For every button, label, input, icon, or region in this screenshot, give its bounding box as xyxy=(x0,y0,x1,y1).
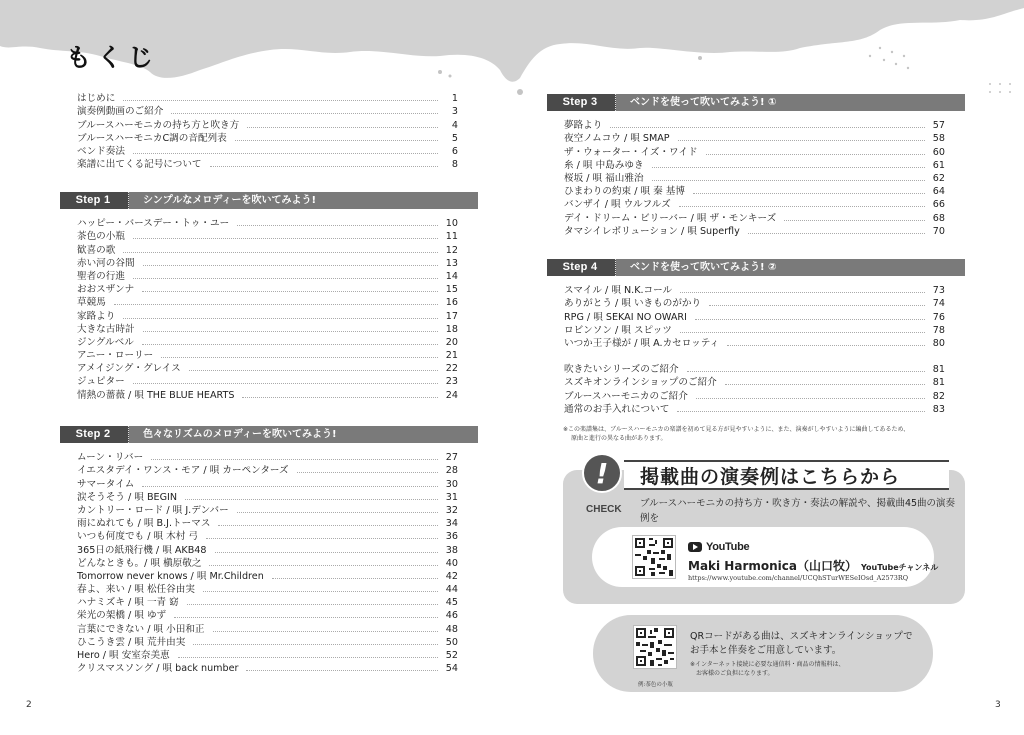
toc-entry[interactable]: 聖者の行進 14 xyxy=(77,270,458,282)
toc-entry[interactable]: ジュピター 23 xyxy=(77,376,458,388)
toc-entry[interactable]: 夜空ノムコウ / 唄 SMAP 58 xyxy=(564,133,945,145)
youtube-play-icon xyxy=(688,542,702,552)
toc-entry[interactable]: 通常のお手入れについて 83 xyxy=(564,403,945,415)
exclamation-icon: ! xyxy=(582,453,622,493)
check-label: CHECK xyxy=(586,504,622,515)
toc-entry[interactable]: どんなときも。/ 唄 槇原敬之 40 xyxy=(77,557,458,569)
toc-entry[interactable]: スマイル / 唄 N.K.コール 73 xyxy=(564,285,945,297)
check-description: ブルースハーモニカの持ち方・吹き方・奏法の解説や、掲載曲45曲の演奏例を xyxy=(640,498,956,524)
intro-section xyxy=(60,92,478,171)
toc-entry[interactable]: いつか王子様が / 唄 A.カセロッティ 80 xyxy=(564,337,945,349)
toc-entry[interactable]: ハナミズキ / 唄 一青 窈 45 xyxy=(77,597,458,609)
intro-list xyxy=(60,92,478,171)
toc-entry[interactable]: 演奏例動画のご紹介 3 xyxy=(77,106,458,118)
appendix-list xyxy=(547,363,965,416)
toc-entry[interactable]: はじめに 1 xyxy=(77,93,458,105)
check-title: 掲載曲の演奏例はこちらから xyxy=(640,466,901,488)
step-description: 色々なリズムのメロディーを吹いてみよう! xyxy=(129,426,478,443)
toc-entry[interactable]: 涙そうそう / 唄 BEGIN 31 xyxy=(77,491,458,503)
step-description: ベンドを使って吹いてみよう! ② xyxy=(616,259,965,276)
toc-entry[interactable]: 大きな古時計 18 xyxy=(77,323,458,335)
step1-header xyxy=(60,192,478,209)
toc-entry[interactable]: ハッピー・バースデー・トゥ・ユー 10 xyxy=(77,218,458,230)
toc-entry[interactable]: 雨にぬれても / 唄 B.J.トーマス 34 xyxy=(77,518,458,530)
toc-entry[interactable]: 家路より 17 xyxy=(77,310,458,322)
toc-entry[interactable]: ロビンソン / 唄 スピッツ 78 xyxy=(564,324,945,336)
step-label: Step 1 xyxy=(60,192,126,209)
step-description: シンプルなメロディーを吹いてみよう! xyxy=(129,192,478,209)
toc-entry[interactable]: 歓喜の歌 12 xyxy=(77,244,458,256)
toc-entry[interactable]: アニー・ローリー 21 xyxy=(77,350,458,362)
channel-name: Maki Harmonica（山口牧） YouTubeチャンネル xyxy=(688,559,939,573)
channel-url[interactable]: https://www.youtube.com/channel/UCQhSTurWESeIOsd_A2573RQ xyxy=(688,574,909,582)
toc-entry[interactable]: デイ・ドリーム・ビリーバー / 唄 ザ・モンキーズ 68 xyxy=(564,212,945,224)
toc-entry[interactable]: ブルースハーモニカの持ち方と吹き方 4 xyxy=(77,119,458,131)
toc-entry[interactable]: イエスタデイ・ワンス・モア / 唄 カーペンターズ 28 xyxy=(77,465,458,477)
step2-header xyxy=(60,426,478,443)
qr-info-text: QRコードがある曲は、スズキオンラインショップで お手本と伴奏をご用意しています。 xyxy=(690,631,913,656)
toc-entry[interactable]: クリスマスソング / 唄 back number 54 xyxy=(77,663,458,675)
step-label: Step 2 xyxy=(60,426,126,443)
toc-entry[interactable]: 夢路より 57 xyxy=(564,120,945,132)
step2-section xyxy=(60,426,478,675)
toc-entry[interactable]: いつも何度でも / 唄 木村 弓 36 xyxy=(77,531,458,543)
toc-entry[interactable]: 糸 / 唄 中島みゆき 61 xyxy=(564,159,945,171)
qr-info-footnote: ※インターネット接続に必要な通信料・商品の情報料は、 お客様のご負担になります。 xyxy=(690,661,845,677)
toc-entry[interactable]: 春よ、来い / 唄 松任谷由実 44 xyxy=(77,584,458,596)
youtube-qr-code[interactable] xyxy=(632,535,676,579)
step-description: ベンドを使って吹いてみよう! ① xyxy=(616,94,965,111)
step3-header xyxy=(547,94,965,111)
toc-entry[interactable]: 赤い河の谷間 13 xyxy=(77,257,458,269)
toc-entry[interactable]: ひまわりの約束 / 唄 秦 基博 64 xyxy=(564,186,945,198)
step1-section xyxy=(60,192,478,402)
toc-entry[interactable]: 楽譜に出てくる記号について 8 xyxy=(77,159,458,171)
youtube-logo: YouTube xyxy=(688,541,749,553)
page-number-right: 3 xyxy=(995,700,1001,710)
step4-header xyxy=(547,259,965,276)
toc-entry[interactable]: 草競馬 16 xyxy=(77,297,458,309)
step4-section xyxy=(547,259,965,416)
qr-caption: 例:茶色の小瓶 xyxy=(638,682,673,688)
toc-entry[interactable]: ジングルベル 20 xyxy=(77,336,458,348)
toc-entry[interactable]: カントリー・ロード / 唄 J.デンバー 32 xyxy=(77,504,458,516)
toc-entry[interactable]: 吹きたいシリーズのご紹介 81 xyxy=(564,364,945,376)
toc-entry[interactable]: 365日の紙飛行機 / 唄 AKB48 38 xyxy=(77,544,458,556)
toc-entry[interactable]: 桜坂 / 唄 福山雅治 62 xyxy=(564,172,945,184)
toc-entry[interactable]: 情熱の薔薇 / 唄 THE BLUE HEARTS 24 xyxy=(77,389,458,401)
step-label: Step 4 xyxy=(547,259,613,276)
toc-entry[interactable]: 茶色の小瓶 11 xyxy=(77,231,458,243)
page-title: もくじ xyxy=(66,43,160,72)
toc-entry[interactable]: ありがとう / 唄 いきものがかり 74 xyxy=(564,298,945,310)
toc-entry[interactable]: ひこうき雲 / 唄 荒井由実 50 xyxy=(77,636,458,648)
toc-entry[interactable]: バンザイ / 唄 ウルフルズ 66 xyxy=(564,199,945,211)
toc-entry[interactable]: 言葉にできない / 唄 小田和正 48 xyxy=(77,623,458,635)
toc-entry[interactable]: 栄光の架橋 / 唄 ゆず 46 xyxy=(77,610,458,622)
step-label: Step 3 xyxy=(547,94,613,111)
toc-entry[interactable]: タマシイレボリューション / 唄 Superfly 70 xyxy=(564,225,945,237)
toc-entry[interactable]: Tomorrow never knows / 唄 Mr.Children 42 xyxy=(77,570,458,582)
toc-entry[interactable]: ブルースハーモニカのご紹介 82 xyxy=(564,390,945,402)
step3-section xyxy=(547,94,965,238)
toc-entry[interactable]: スズキオンラインショップのご紹介 81 xyxy=(564,377,945,389)
toc-entry[interactable]: おおスザンナ 15 xyxy=(77,284,458,296)
toc-entry[interactable]: アメイジング・グレイス 22 xyxy=(77,363,458,375)
toc-entry[interactable]: RPG / 唄 SEKAI NO OWARI 76 xyxy=(564,311,945,323)
arrangement-note: ※この楽譜集は、ブルースハーモニカの楽譜を初めて見る方が見やすいように、また、演奏がしやすいように編曲してあるため、 原曲と進行の異なる曲があります。 xyxy=(563,426,910,442)
toc-entry[interactable]: サマータイム 30 xyxy=(77,478,458,490)
toc-entry[interactable]: ムーン・リバー 27 xyxy=(77,452,458,464)
toc-entry[interactable]: Hero / 唄 安室奈美恵 52 xyxy=(77,650,458,661)
toc-entry[interactable]: ベンド奏法 6 xyxy=(77,145,458,157)
toc-entry[interactable]: ザ・ウォーター・イズ・ワイド 60 xyxy=(564,146,945,158)
page-number-left: 2 xyxy=(26,700,32,710)
toc-entry[interactable]: ブルースハーモニカC調の音配列表 5 xyxy=(77,132,458,144)
shop-qr-code-example[interactable] xyxy=(633,625,677,669)
